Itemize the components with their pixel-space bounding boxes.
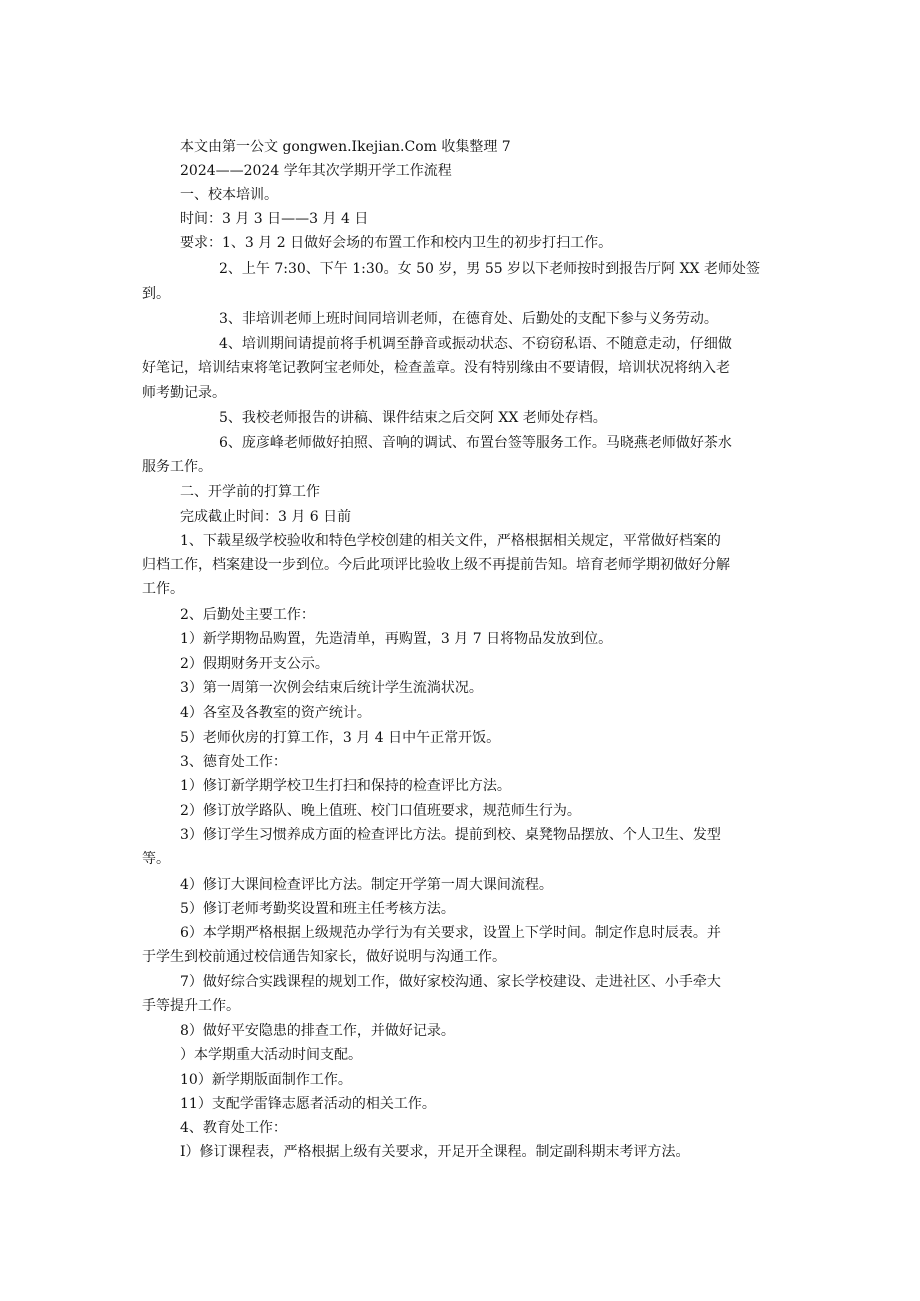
- section-heading: 一、校本培训。: [180, 187, 278, 203]
- paragraph-line: 于学生到校前通过校信通告知家长，做好说明与沟通工作。: [142, 949, 506, 965]
- paragraph-line: 到。: [142, 286, 170, 302]
- paragraph-line: 5）老师伙房的打算工作，3 月 4 日中午正常开饭。: [180, 730, 501, 746]
- paragraph-line: 要求：1、3 月 2 日做好会场的布置工作和校内卫生的初步打扫工作。: [180, 235, 613, 251]
- paragraph-line: 2、上午 7:30、下午 1:30。女 50 岁，男 55 岁以下老师按时到报告厅阿 XX 老师处签: [219, 261, 760, 277]
- paragraph-line: 等。: [142, 851, 170, 867]
- paragraph-line: 4）修订大课间检查评比方法。制定开学第一周大课间流程。: [180, 877, 553, 893]
- document-title: 2024——2024 学年其次学期开学工作流程: [180, 163, 452, 179]
- paragraph-line: 5）修订老师考勤奖设置和班主任考核方法。: [180, 901, 455, 917]
- paragraph-line: 6）本学期严格根据上级规范办学行为有关要求，设置上下学时间。制定作息时辰表。并: [180, 925, 721, 941]
- paragraph-line: 好笔记，培训结束将笔记教阿宝老师处，检查盖章。没有特别缘由不要请假，培训状况将纳入老: [142, 360, 730, 376]
- paragraph-line: 3、非培训老师上班时间同培训老师，在德育处、后勤处的支配下参与义务劳动。: [219, 311, 718, 327]
- paragraph-line: 2）修订放学路队、晚上值班、校门口值班要求，规范师生行为。: [180, 803, 581, 819]
- paragraph-line: 3）第一周第一次例会结束后统计学生流淌状况。: [180, 680, 483, 696]
- source-note: 本文由第一公文 gongwen.Ikejian.Com 收集整理 7: [180, 139, 511, 155]
- paragraph-line: 工作。: [142, 581, 184, 597]
- paragraph-line: 师考勤记录。: [142, 385, 226, 401]
- paragraph-line: 3）修订学生习惯养成方面的检查评比方法。提前到校、桌凳物品摆放、个人卫生、发型: [180, 827, 721, 843]
- paragraph-line: 5、我校老师报告的讲稿、课件结束之后交阿 XX 老师处存档。: [219, 410, 607, 426]
- paragraph-line: 1）新学期物品购置，先造清单，再购置，3 月 7 日将物品发放到位。: [180, 631, 613, 647]
- paragraph-line: 完成截止时间：3 月 6 日前: [180, 509, 352, 525]
- paragraph-line: 2）假期财务开支公示。: [180, 656, 329, 672]
- paragraph-line: 归档工作，档案建设一步到位。今后此项评比验收上级不再提前告知。培育老师学期初做好分解: [142, 557, 730, 573]
- paragraph-line: 4、培训期间请提前将手机调至静音或振动状态、不窃窃私语、不随意走动，仔细做: [219, 336, 732, 352]
- paragraph-line: I）修订课程表，严格根据上级有关要求，开足开全课程。制定副科期末考评方法。: [180, 1144, 690, 1160]
- paragraph-line: 4）各室及各教室的资产统计。: [180, 705, 371, 721]
- section-heading: 二、开学前的打算工作: [180, 484, 320, 500]
- paragraph-line: 10）新学期版面制作工作。: [180, 1072, 352, 1088]
- paragraph-line: 11）支配学雷锋志愿者活动的相关工作。: [180, 1096, 436, 1112]
- paragraph-line: 6、庞彦峰老师做好拍照、音响的调试、布置台签等服务工作。马晓燕老师做好茶水: [219, 435, 732, 451]
- paragraph-line: 3、德育处工作：: [180, 754, 287, 770]
- paragraph-line: 手等提升工作。: [142, 998, 240, 1014]
- paragraph-line: 4、教育处工作：: [180, 1120, 287, 1136]
- paragraph-line: 2、后勤处主要工作：: [180, 607, 315, 623]
- paragraph-line: 服务工作。: [142, 459, 212, 475]
- paragraph-line: 1）修订新学期学校卫生打扫和保持的检查评比方法。: [180, 778, 511, 794]
- paragraph-line: 1、下载星级学校验收和特色学校创建的相关文件，严格根据相关规定，平常做好档案的: [180, 533, 721, 549]
- paragraph-line: 8）做好平安隐患的排查工作，并做好记录。: [180, 1023, 455, 1039]
- paragraph-line: ）本学期重大活动时间支配。: [180, 1047, 362, 1063]
- paragraph-line: 7）做好综合实践课程的规划工作，做好家校沟通、家长学校建设、走进社区、小手牵大: [180, 974, 721, 990]
- paragraph-line: 时间：3 月 3 日——3 月 4 日: [180, 211, 369, 227]
